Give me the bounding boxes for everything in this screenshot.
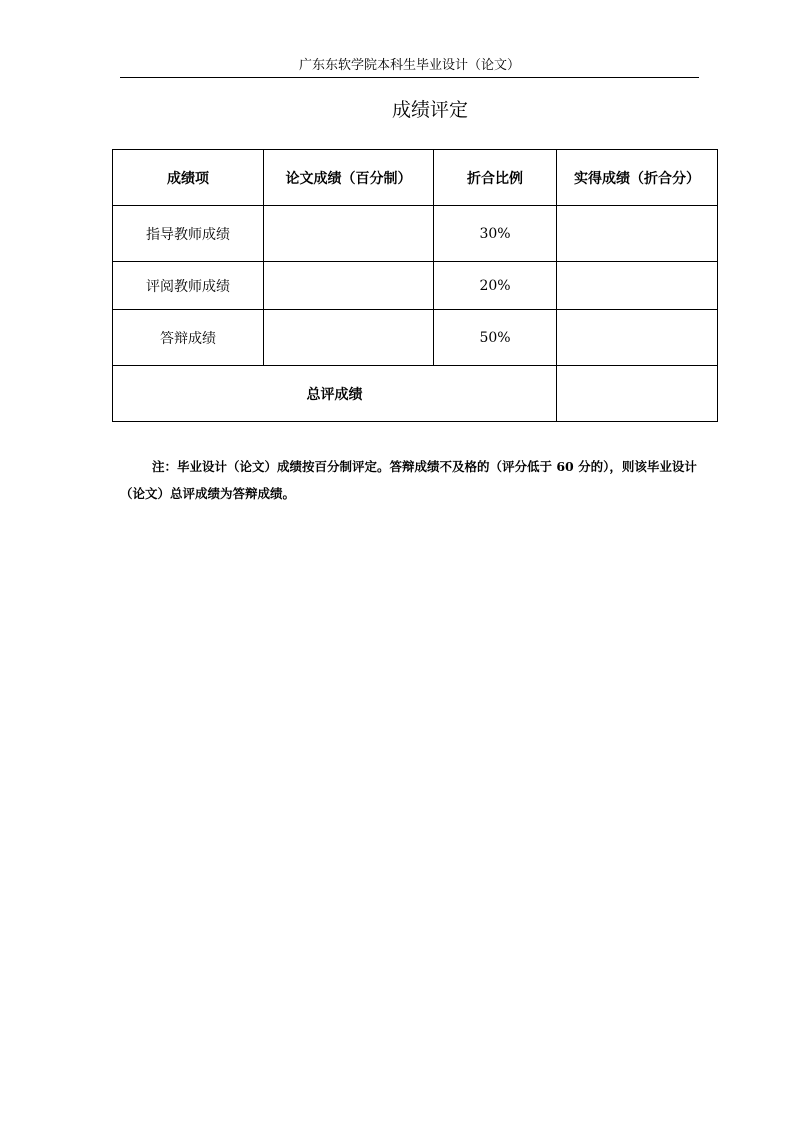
column-header-score: 论文成绩（百分制） — [264, 150, 434, 206]
row-score-cell — [264, 206, 434, 262]
page-title: 成绩评定 — [391, 99, 468, 121]
column-header-ratio: 折合比例 — [434, 150, 557, 206]
total-row — [113, 366, 718, 422]
row-weighted-cell — [557, 310, 718, 366]
total-value-cell — [557, 366, 718, 422]
row-ratio-cell: 50% — [434, 310, 557, 366]
page-header: 广东东软学院本科生毕业设计（论文） — [120, 56, 699, 78]
table-header-row — [113, 150, 718, 206]
row-item-label: 答辩成绩 — [113, 310, 264, 366]
table-row — [113, 310, 718, 366]
note-text: 注：毕业设计（论文）成绩按百分制评定。答辩成绩不及格的（评分低于 60 分的），则该毕业设计（论文）总评成绩为答辩成绩。 — [120, 459, 697, 501]
row-weighted-cell — [557, 206, 718, 262]
row-score-cell — [264, 262, 434, 310]
column-header-item: 成绩项 — [113, 150, 264, 206]
table-row — [113, 262, 718, 310]
row-ratio-cell: 30% — [434, 206, 557, 262]
table-row — [113, 206, 718, 262]
total-label: 总评成绩 — [113, 366, 557, 422]
row-item-label: 评阅教师成绩 — [113, 262, 264, 310]
row-ratio-cell: 20% — [434, 262, 557, 310]
grade-table — [112, 149, 718, 422]
row-score-cell — [264, 310, 434, 366]
row-item-label: 指导教师成绩 — [113, 206, 264, 262]
row-weighted-cell — [557, 262, 718, 310]
column-header-weighted: 实得成绩（折合分） — [557, 150, 718, 206]
